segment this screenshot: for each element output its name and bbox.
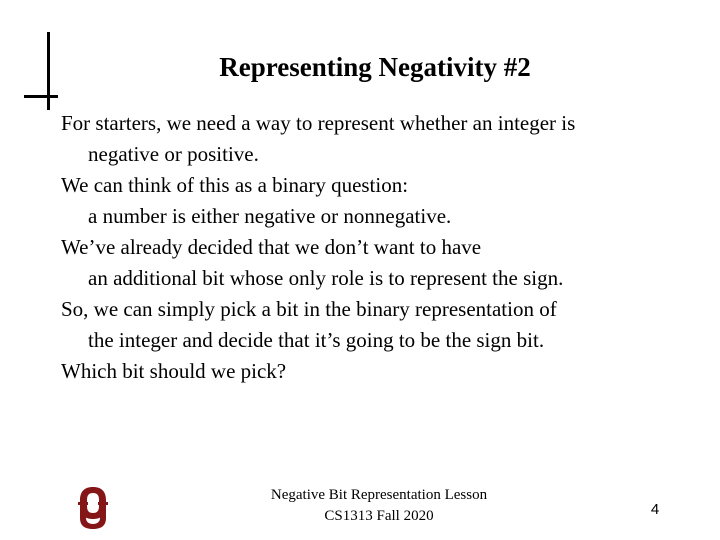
slide-title: Representing Negativity #2 <box>219 52 531 82</box>
paragraph-2-line-1: We can think of this as a binary question: <box>61 173 409 197</box>
paragraph-5 <box>61 356 701 387</box>
footer-course: CS1313 Fall 2020 <box>324 508 434 524</box>
paragraph-1-line-1: For starters, we need a way to represent whether an integer is <box>61 111 576 135</box>
paragraph-4-line-1: So, we can simply pick a bit in the binary representation of <box>61 297 557 321</box>
paragraph-2 <box>61 170 701 232</box>
corner-vertical-line <box>47 32 50 110</box>
paragraph-5-line-1: Which bit should we pick? <box>61 359 287 383</box>
paragraph-2-line-2: a number is either negative or nonnegative. <box>88 204 452 228</box>
paragraph-3-line-1: We’ve already decided that we don’t want to have <box>61 235 482 259</box>
footer-lesson-title: Negative Bit Representation Lesson <box>270 487 488 503</box>
corner-horizontal-line <box>24 95 58 98</box>
paragraph-4-line-2: the integer and decide that it’s going to be the sign bit. <box>88 328 545 352</box>
slide-body <box>61 108 701 387</box>
paragraph-1-line-2: negative or positive. <box>88 142 259 166</box>
paragraph-3-line-2: an additional bit whose only role is to represent the sign. <box>88 266 564 290</box>
paragraph-1 <box>61 108 701 170</box>
page-number: 4 <box>650 501 660 518</box>
paragraph-3 <box>61 232 701 294</box>
footer <box>240 485 518 527</box>
ou-logo-icon <box>76 486 110 530</box>
paragraph-4 <box>61 294 701 356</box>
